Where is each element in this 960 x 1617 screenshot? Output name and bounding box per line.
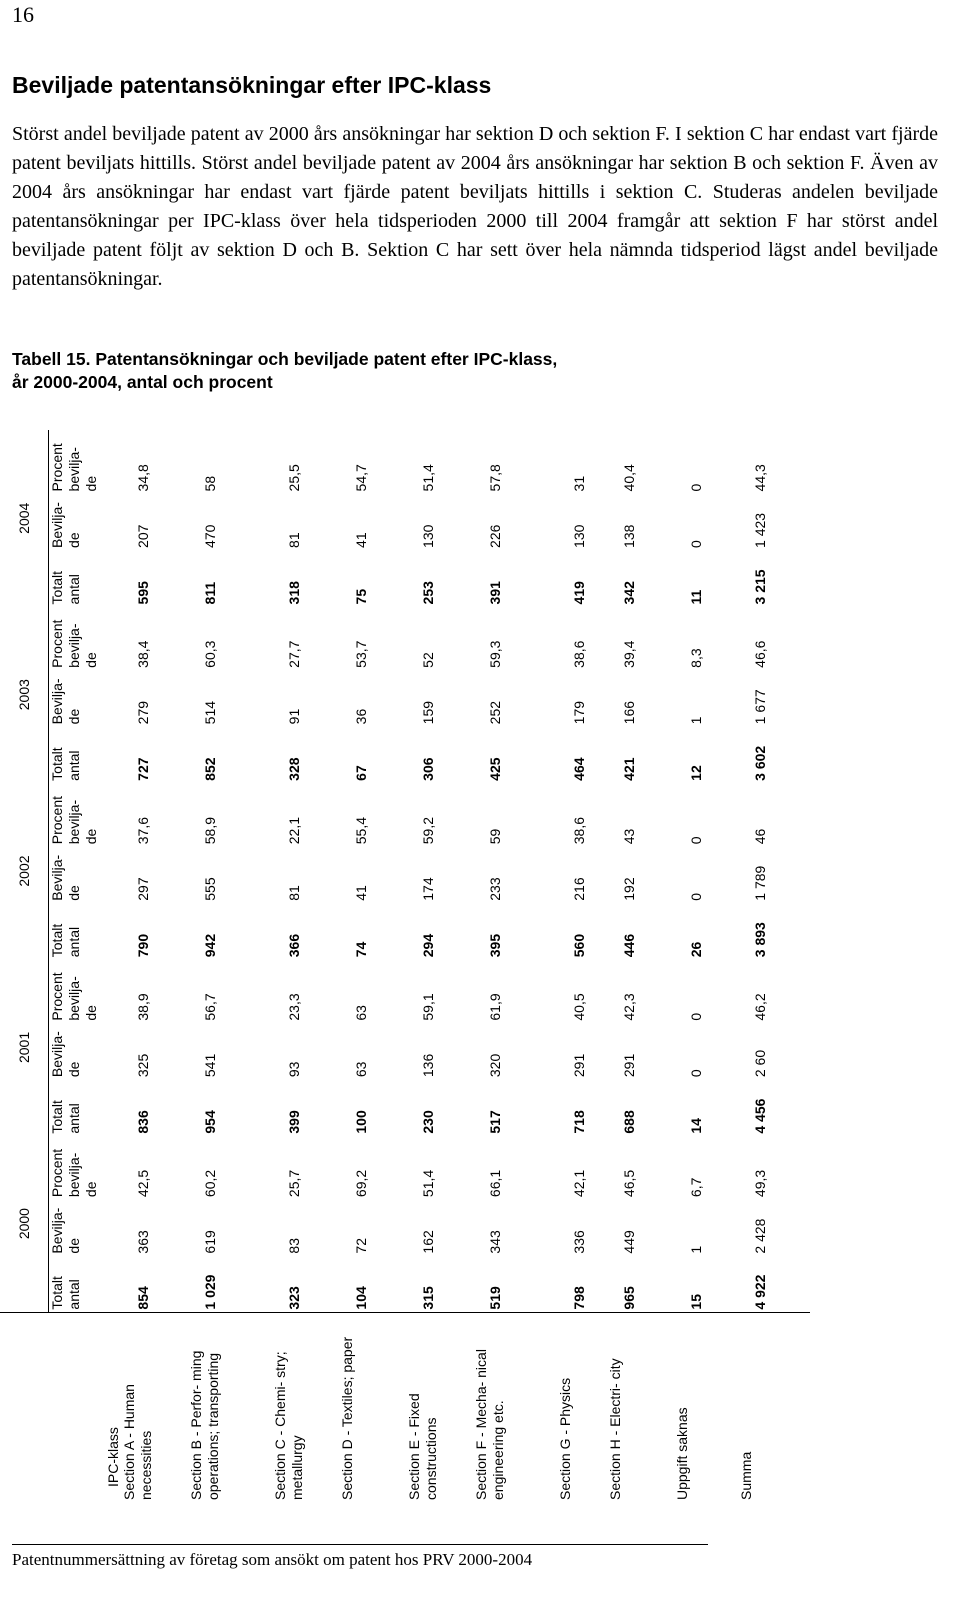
- total-cell: 11: [688, 589, 704, 605]
- percent-cell: 38,4: [135, 640, 151, 668]
- year-header: 2002: [16, 855, 32, 887]
- percent-cell: 40,4: [621, 464, 637, 492]
- page-number: 16: [12, 2, 34, 27]
- granted-cell: 93: [286, 1061, 302, 1078]
- total-cell: 727: [135, 757, 151, 781]
- percent-cell: 0: [688, 483, 704, 492]
- col-total-header: Totalt antal: [49, 726, 122, 783]
- caption-line-2: år 2000-2004, antal och procent: [12, 372, 273, 392]
- table-row: [272, 430, 339, 1505]
- percent-cell: 23,3: [286, 993, 302, 1021]
- granted-cell: 0: [688, 540, 704, 548]
- granted-cell: 291: [571, 1053, 587, 1078]
- year-header-row: [0, 430, 49, 1505]
- total-cell: 854: [135, 1286, 151, 1310]
- percent-cell: 34,8: [135, 464, 151, 492]
- col-pct-header: Procent bevilja- de: [49, 430, 122, 493]
- percent-cell: 6,7: [688, 1177, 704, 1198]
- col-pct-header: Procent bevilja- de: [49, 606, 122, 669]
- total-cell: 399: [286, 1110, 302, 1134]
- table-row: [607, 430, 674, 1505]
- ipc-class-label: Section B - Perfor- ming operations; transporting: [188, 1312, 272, 1505]
- table-row: [339, 430, 406, 1505]
- total-cell: 366: [286, 933, 302, 958]
- percent-cell: 59,1: [420, 993, 436, 1021]
- total-cell: 12: [688, 765, 704, 781]
- col-pct-header: Procent bevilja- de: [49, 1136, 122, 1199]
- table-row: [121, 430, 188, 1505]
- percent-cell: 27,7: [286, 640, 302, 668]
- granted-cell: 0: [688, 892, 704, 901]
- rotated-table-area: [0, 430, 768, 1505]
- granted-cell: 81: [286, 885, 302, 901]
- percent-cell: 55,4: [353, 816, 369, 845]
- granted-cell: 1: [688, 716, 704, 725]
- total-cell: 519: [487, 1286, 503, 1310]
- total-cell: 306: [420, 757, 436, 781]
- total-cell: 3 893: [752, 922, 768, 958]
- granted-cell: 2 428: [752, 1218, 768, 1254]
- percent-cell: 38,9: [135, 993, 151, 1021]
- total-cell: 718: [571, 1110, 587, 1134]
- summary-row: [738, 430, 810, 1505]
- granted-cell: 363: [135, 1230, 151, 1254]
- percent-cell: 54,7: [353, 464, 369, 492]
- percent-cell: 31: [571, 475, 587, 492]
- year-header: 2003: [16, 679, 32, 711]
- granted-cell: 1: [688, 1245, 704, 1254]
- total-cell: 3 602: [752, 745, 768, 781]
- percent-cell: 52: [420, 652, 436, 668]
- granted-cell: 81: [286, 532, 302, 548]
- percent-cell: 46,5: [621, 1169, 637, 1198]
- percent-cell: 57,8: [487, 464, 503, 492]
- percent-cell: 59,2: [420, 816, 436, 845]
- percent-cell: 38,6: [571, 640, 587, 668]
- granted-cell: 320: [487, 1053, 503, 1078]
- table-row: [473, 430, 557, 1505]
- ipc-class-header: IPC-klass: [0, 1312, 121, 1505]
- total-cell: 3 215: [752, 569, 768, 605]
- col-total-header: Totalt antal: [49, 1256, 122, 1313]
- body-paragraph: Störst andel beviljade patent av 2000 års ansökningar har sektion D och sektion F. I sektion C har endast vart fjärde patent beviljats hittills. Störst andel beviljade patent av 2004 års ansökningar har sektion B och sektion F. Även av 2004 års ansökningar har endast vart fjärde patent beviljats hittills i sektion C. Studeras andelen beviljade patentansökningar per IPC-klass över hela tidsperioden 2000 till 2004 framgår att sektion F har störst andel beviljade patent följt av sektion D och B. Sektion C har sett över hela nämnda tidsperiod lägst andel beviljade patentansökningar.: [12, 123, 938, 290]
- percent-cell: 46,6: [752, 640, 768, 668]
- total-cell: 318: [286, 581, 302, 605]
- ipc-class-label: Section E - Fixed constructions: [406, 1312, 473, 1505]
- total-cell: 1 029: [202, 1274, 218, 1310]
- granted-cell: 1 677: [752, 689, 768, 725]
- total-cell: 342: [621, 581, 637, 605]
- total-cell: 836: [135, 1110, 151, 1134]
- rotated-table-frame: [0, 430, 768, 1505]
- total-cell: 965: [621, 1286, 637, 1310]
- percent-cell: 22,1: [286, 816, 302, 845]
- year-header: 2004: [16, 502, 32, 534]
- percent-cell: 42,3: [621, 993, 637, 1021]
- granted-cell: 138: [621, 524, 637, 548]
- granted-cell: 174: [420, 877, 436, 901]
- col-pct-header: Procent bevilja- de: [49, 783, 122, 846]
- granted-cell: 207: [135, 524, 151, 548]
- total-cell: 517: [487, 1110, 503, 1134]
- granted-cell: 343: [487, 1230, 503, 1254]
- percent-cell: 63: [353, 1005, 369, 1021]
- percent-cell: 58: [202, 475, 218, 492]
- granted-cell: 130: [420, 524, 436, 548]
- col-total-header: Totalt antal: [49, 1079, 122, 1136]
- percent-cell: 8,3: [688, 648, 704, 668]
- ipc-class-label: Section F - Mecha- nical engineering etc.: [473, 1312, 557, 1505]
- total-cell: 798: [571, 1286, 587, 1310]
- ipc-class-label: Section A - Human necessities: [121, 1312, 188, 1505]
- table-row: [406, 430, 473, 1505]
- granted-cell: 336: [571, 1230, 587, 1254]
- total-cell: 464: [571, 757, 587, 781]
- total-cell: 253: [420, 581, 436, 605]
- granted-cell: 179: [571, 700, 587, 725]
- total-cell: 230: [420, 1110, 436, 1134]
- granted-cell: 162: [420, 1230, 436, 1254]
- granted-cell: 233: [487, 877, 503, 901]
- total-cell: 294: [420, 933, 436, 958]
- total-cell: 74: [353, 941, 369, 958]
- granted-cell: 159: [420, 700, 436, 725]
- col-granted-header: Bevilja- de: [49, 493, 122, 550]
- granted-cell: 291: [621, 1053, 637, 1078]
- year-header: 2001: [16, 1031, 32, 1064]
- table-row: [557, 430, 607, 1505]
- total-cell: 560: [571, 933, 587, 958]
- percent-cell: 51,4: [420, 1169, 436, 1198]
- granted-cell: 325: [135, 1053, 151, 1078]
- granted-cell: 555: [202, 877, 218, 901]
- total-cell: 4 456: [752, 1098, 768, 1134]
- percent-cell: 38,6: [571, 816, 587, 845]
- total-cell: 425: [487, 757, 503, 781]
- granted-cell: 83: [286, 1237, 302, 1254]
- percent-cell: 66,1: [487, 1169, 503, 1198]
- total-cell: 852: [202, 757, 218, 781]
- granted-cell: 297: [135, 877, 151, 901]
- granted-cell: 619: [202, 1230, 218, 1254]
- granted-cell: 1 423: [752, 512, 768, 548]
- granted-cell: 449: [621, 1230, 637, 1254]
- col-total-header: Totalt antal: [49, 903, 122, 960]
- total-cell: 446: [621, 933, 637, 958]
- percent-cell: 61,9: [487, 993, 503, 1021]
- granted-cell: 1 789: [752, 865, 768, 901]
- percent-cell: 0: [688, 836, 704, 845]
- percent-cell: 56,7: [202, 993, 218, 1021]
- granted-cell: 192: [621, 877, 637, 901]
- total-cell: 811: [202, 581, 218, 605]
- granted-cell: 41: [353, 885, 369, 901]
- granted-cell: 216: [571, 877, 587, 901]
- caption-line-1: Tabell 15. Patentansökningar och beviljade patent efter IPC-klass,: [12, 349, 558, 369]
- percent-cell: 42,5: [135, 1169, 151, 1198]
- total-cell: 104: [353, 1286, 369, 1310]
- total-cell: 421: [621, 757, 637, 781]
- percent-cell: 60,3: [202, 640, 218, 668]
- granted-cell: 130: [571, 524, 587, 548]
- table-row: [188, 430, 272, 1505]
- total-cell: 14: [688, 1118, 704, 1134]
- total-cell: 790: [135, 933, 151, 958]
- percent-cell: 37,6: [135, 816, 151, 845]
- ipc-class-label: Section C - Chemi- stry; metallurgy: [272, 1312, 339, 1505]
- percent-cell: 51,4: [420, 464, 436, 492]
- granted-cell: 72: [353, 1237, 369, 1254]
- percent-cell: 39,4: [621, 640, 637, 668]
- granted-cell: 541: [202, 1053, 218, 1078]
- granted-cell: 166: [621, 700, 637, 725]
- ipc-class-label: Summa: [738, 1312, 810, 1505]
- granted-cell: 63: [353, 1061, 369, 1078]
- percent-cell: 42,1: [571, 1169, 587, 1198]
- percent-cell: 59: [487, 828, 503, 845]
- total-cell: 315: [420, 1286, 436, 1310]
- total-cell: 419: [571, 581, 587, 605]
- table-row: [674, 430, 738, 1505]
- table-caption: [12, 348, 912, 394]
- granted-cell: 2 60: [752, 1049, 768, 1078]
- table-body: [121, 430, 810, 1505]
- granted-cell: 252: [487, 700, 503, 725]
- percent-cell: 53,7: [353, 640, 369, 668]
- year-header: 2000: [16, 1208, 32, 1240]
- percent-cell: 46: [752, 828, 768, 845]
- total-cell: 67: [353, 765, 369, 781]
- col-granted-header: Bevilja- de: [49, 1023, 122, 1080]
- total-cell: 323: [286, 1286, 302, 1310]
- page-footer: Patentnummersättning av företag som ansökt om patent hos PRV 2000-2004: [12, 1550, 533, 1569]
- col-granted-header: Bevilja- de: [49, 1199, 122, 1256]
- percent-cell: 40,5: [571, 993, 587, 1021]
- granted-cell: 470: [202, 524, 218, 548]
- total-cell: 26: [688, 941, 704, 958]
- footer-divider: [12, 1544, 708, 1545]
- total-cell: 391: [487, 581, 503, 605]
- granted-cell: 91: [286, 708, 302, 725]
- total-cell: 395: [487, 933, 503, 958]
- ipc-class-label: Section H - Electri- city: [607, 1312, 674, 1505]
- percent-cell: 46,2: [752, 993, 768, 1021]
- col-pct-header: Procent bevilja- de: [49, 959, 122, 1022]
- ipc-table: [0, 430, 810, 1505]
- percent-cell: 44,3: [752, 464, 768, 492]
- percent-cell: 25,7: [286, 1169, 302, 1198]
- total-cell: 688: [621, 1110, 637, 1134]
- granted-cell: 36: [353, 708, 369, 725]
- col-granted-header: Bevilja- de: [49, 846, 122, 903]
- ipc-class-label: Section G - Physics: [557, 1312, 607, 1505]
- total-cell: 100: [353, 1110, 369, 1134]
- ipc-class-label: Section D - Textiles; paper: [339, 1312, 406, 1505]
- col-granted-header: Bevilja- de: [49, 670, 122, 727]
- total-cell: 328: [286, 757, 302, 781]
- total-cell: 75: [353, 588, 369, 605]
- col-total-header: Totalt antal: [49, 550, 122, 607]
- granted-cell: 514: [202, 700, 218, 725]
- total-cell: 942: [202, 933, 218, 958]
- percent-cell: 58,9: [202, 816, 218, 845]
- percent-cell: 60,2: [202, 1169, 218, 1198]
- percent-cell: 25,5: [286, 464, 302, 492]
- percent-cell: 0: [688, 1012, 704, 1021]
- granted-cell: 226: [487, 524, 503, 548]
- percent-cell: 49,3: [752, 1169, 768, 1198]
- percent-cell: 69,2: [353, 1169, 369, 1198]
- granted-cell: 0: [688, 1069, 704, 1078]
- percent-cell: 59,3: [487, 640, 503, 668]
- total-cell: 954: [202, 1110, 218, 1134]
- section-heading: Beviljade patentansökningar efter IPC-klass: [12, 72, 492, 98]
- granted-cell: 136: [420, 1053, 436, 1078]
- total-cell: 595: [135, 581, 151, 605]
- total-cell: 4 922: [752, 1274, 768, 1310]
- total-cell: 15: [688, 1293, 704, 1310]
- granted-cell: 279: [135, 700, 151, 725]
- ipc-class-label: Uppgift saknas: [674, 1312, 738, 1505]
- granted-cell: 41: [353, 532, 369, 548]
- percent-cell: 43: [621, 828, 637, 845]
